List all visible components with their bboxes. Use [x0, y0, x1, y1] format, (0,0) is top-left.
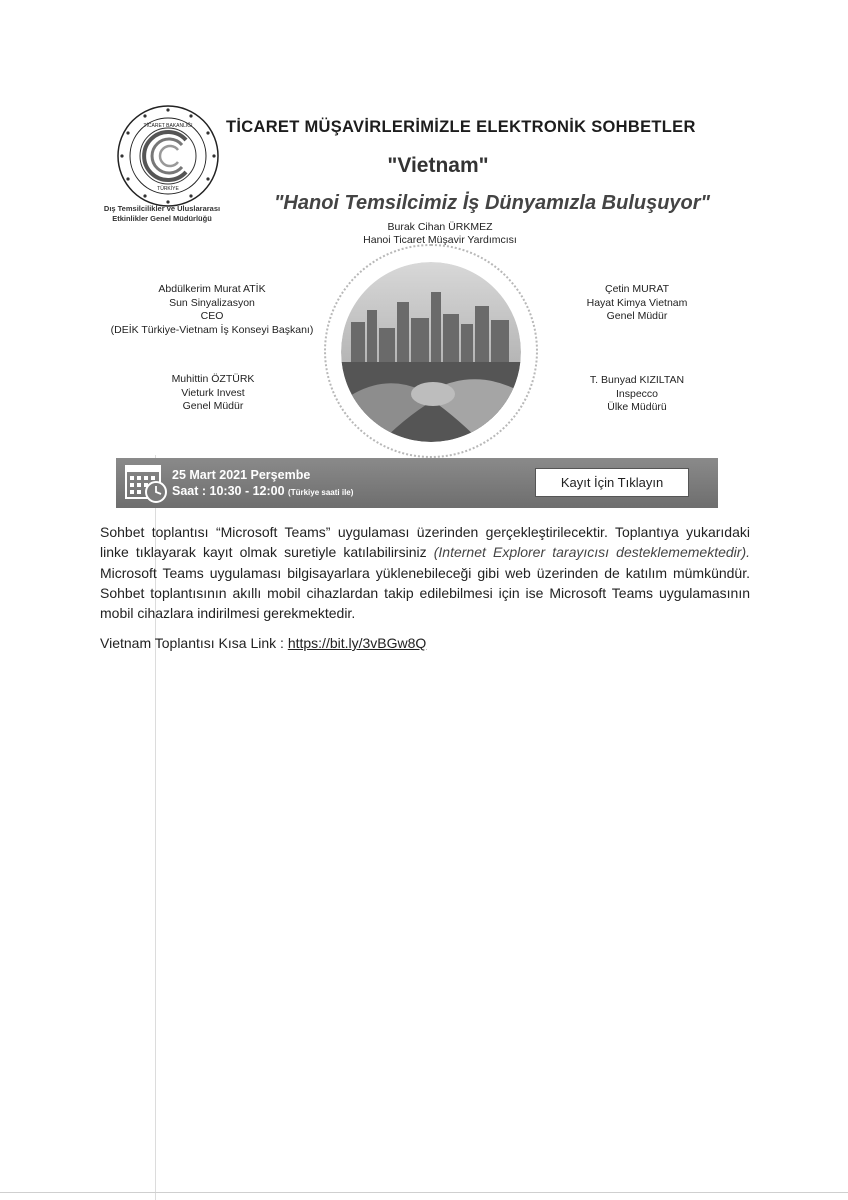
speaker-role: Genel Müdür [182, 400, 244, 412]
page-title: TİCARET MÜŞAVİRLERİMİZLE ELEKTRONİK SOHBETLER [226, 118, 696, 136]
body-paragraph [100, 522, 750, 623]
speaker-block [118, 373, 308, 414]
speaker-block [96, 283, 328, 337]
city-handshake-photo [341, 262, 521, 442]
speaker-company: Hayat Kimya Vietnam [586, 296, 688, 309]
short-link-label: Vietnam Toplantısı Kısa Link : [100, 635, 288, 651]
speaker-role: Genel Müdür [606, 310, 668, 322]
speaker-name: Muhittin ÖZTÜRK [171, 373, 255, 385]
svg-text:TÜRKİYE: TÜRKİYE [157, 186, 179, 192]
logo-caption-line2: Etkinlikler Genel Müdürlüğü [112, 214, 212, 223]
speaker-role: CEO [200, 310, 224, 322]
speaker-extra: (DEİK Türkiye-Vietnam İş Konseyi Başkanı) [110, 323, 314, 336]
moderator-role: Hanoi Ticaret Müşavir Yardımcısı [363, 234, 517, 246]
speaker-role: Ülke Müdürü [607, 401, 667, 413]
speaker-name: Çetin MURAT [605, 283, 669, 295]
speaker-name: T. Bunyad KIZILTAN [589, 374, 685, 386]
short-link-line [100, 633, 750, 653]
event-date: 25 Mart 2021 Perşembe [172, 468, 311, 482]
moderator-block [330, 221, 550, 247]
moderator-name: Burak Cihan ÜRKMEZ [387, 221, 493, 233]
register-button[interactable]: Kayıt İçin Tıklayın [535, 468, 689, 497]
speaker-company: Vieturk Invest [181, 386, 245, 399]
speaker-block [552, 374, 722, 415]
speaker-name: Abdülkerim Murat ATİK [158, 283, 266, 295]
speaker-company: Sun Sinyalizasyon [169, 296, 255, 309]
event-time: Saat : 10:30 - 12:00 [172, 484, 285, 498]
country-title: "Vietnam" [387, 154, 489, 177]
svg-text:TİCARET BAKANLIĞI: TİCARET BAKANLIĞI [143, 123, 193, 129]
event-time-line [172, 484, 353, 498]
short-link[interactable]: https://bit.ly/3vBGw8Q [287, 635, 427, 651]
speaker-block [552, 283, 722, 324]
event-subtitle: "Hanoi Temsilcimiz İş Dünyamızla Buluşuyor" [273, 192, 711, 214]
event-timezone: (Türkiye saati ile) [288, 488, 354, 497]
calendar-clock-icon [124, 462, 168, 504]
ministry-logo-icon [116, 104, 220, 208]
logo-caption-line1: Dış Temsilcilikler ve Uluslararası [103, 204, 221, 213]
page-bottom-line [0, 1192, 848, 1193]
browser-note: (Internet Explorer tarayıcısı desteklememektedir). [433, 544, 750, 561]
body-text-part2: Microsoft Teams uygulaması bilgisayarlara yüklenebileceği gibi web üzerinden de katılım mümkündür. Sohbet toplantısının akıllı mobil cihazlardan takip edilebilmesi için ise Microsoft Teams uygulamasının mobil cihazlara indirilmesi gerekmektedir. [100, 564, 750, 622]
body-text-part1: Sohbet toplantısı “Microsoft Teams” uygulaması üzerinden gerçekleştirilecektir. Toplantıya yukarıdaki linke tıklayarak kayıt olmak suretiyle katılabilirsiniz [100, 524, 750, 561]
logo-caption [86, 204, 238, 224]
speaker-company: Inspecco [615, 387, 659, 400]
